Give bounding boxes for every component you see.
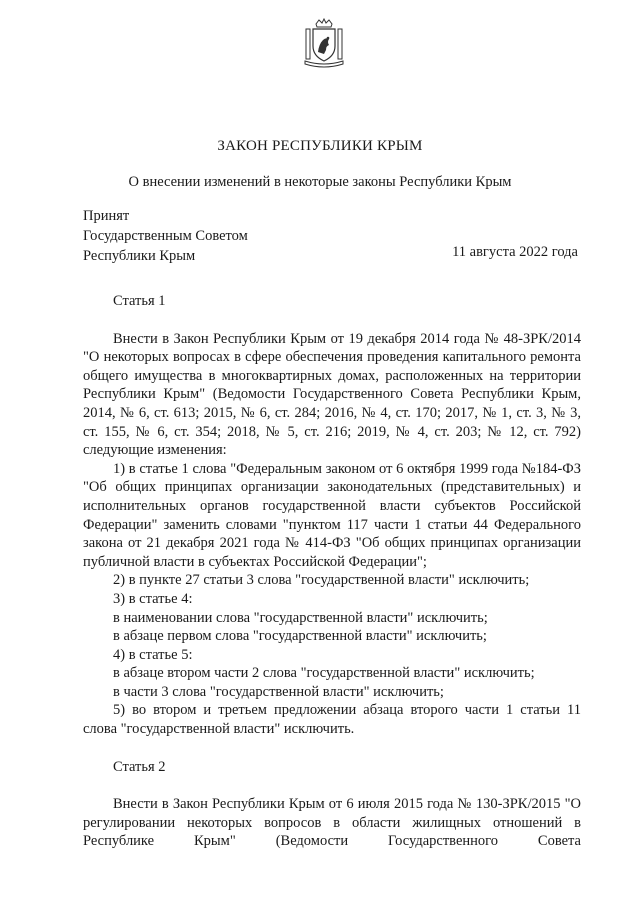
article-1-item: 2) в пункте 27 статьи 3 слова "государственной власти" исключить; xyxy=(113,572,530,589)
article-1-item: 3) в статье 4: xyxy=(113,590,193,607)
article-1-item: в наименовании слова "государственной власти" исключить; xyxy=(113,609,488,626)
article-1-intro: Внести в Закон Республики Крым от 19 декабря 2014 года № 48-ЗРК/2014 "О некоторых вопросах в сфере обеспечения проведения капитального ремонта общего имущества в многоквартирных домах, расположенных на территории Республики Крым" (Ведомости Государственного Совета Республики Крым, 2014, № 6, ст. 613; 2015, № 6, ст. 284; 2016, № 4, ст. 170; 2017, № 1, ст. 3, № 3, ст. 155, № 6, ст. 354; 2018, № 5, ст. 216; 2019, № 4, ст. 203; № 12, ст. 792) следующие изменения: xyxy=(83,330,581,459)
article-1-item: в части 3 слова "государственной власти" исключить; xyxy=(113,683,444,700)
article-2-intro: Внести в Закон Республики Крым от 6 июля 2015 года № 130-ЗРК/2015 "О регулировании некоторых вопросов в области жилищных отношений в Республике Крым" (Ведомости Государственного Совета xyxy=(83,796,581,850)
article-1-item: 5) во втором и третьем предложении абзаца второго части 1 статьи 11 слова "государственной власти" исключить. xyxy=(83,702,581,738)
article-1-item: в абзаце первом слова "государственной власти" исключить; xyxy=(113,628,487,645)
coat-of-arms-icon xyxy=(302,18,346,68)
article-1-item: 1) в статье 1 слова "Федеральным законом от 6 октября 1999 года №184-ФЗ "Об общих принципах организации законодательных (представительных) и исполнительных органов государственной власти субъектов Российской Федерации" заменить словами "пунктом 117 части 1 статьи 44 Федерального закона от 21 декабря 2021 года № 414-ФЗ "Об общих принципах организации публичной власти в субъектах Российской Федерации"; xyxy=(83,460,581,570)
adopted-line: Принят xyxy=(83,208,130,224)
article-1-item: в абзаце втором части 2 слова "государственной власти" исключить; xyxy=(113,665,535,682)
adopted-line: Государственным Советом xyxy=(83,228,248,244)
adopted-by-block xyxy=(83,206,248,266)
adoption-date: 11 августа 2022 года xyxy=(452,244,578,260)
article-2-heading: Статья 2 xyxy=(113,758,166,775)
law-subtitle: О внесении изменений в некоторые законы Республики Крым xyxy=(128,174,512,190)
article-1-item: 4) в статье 5: xyxy=(113,646,193,663)
adopted-line: Республики Крым xyxy=(83,248,196,264)
document-body xyxy=(83,292,581,851)
article-1-heading: Статья 1 xyxy=(113,293,166,309)
law-title: ЗАКОН РЕСПУБЛИКИ КРЫМ xyxy=(217,138,423,154)
